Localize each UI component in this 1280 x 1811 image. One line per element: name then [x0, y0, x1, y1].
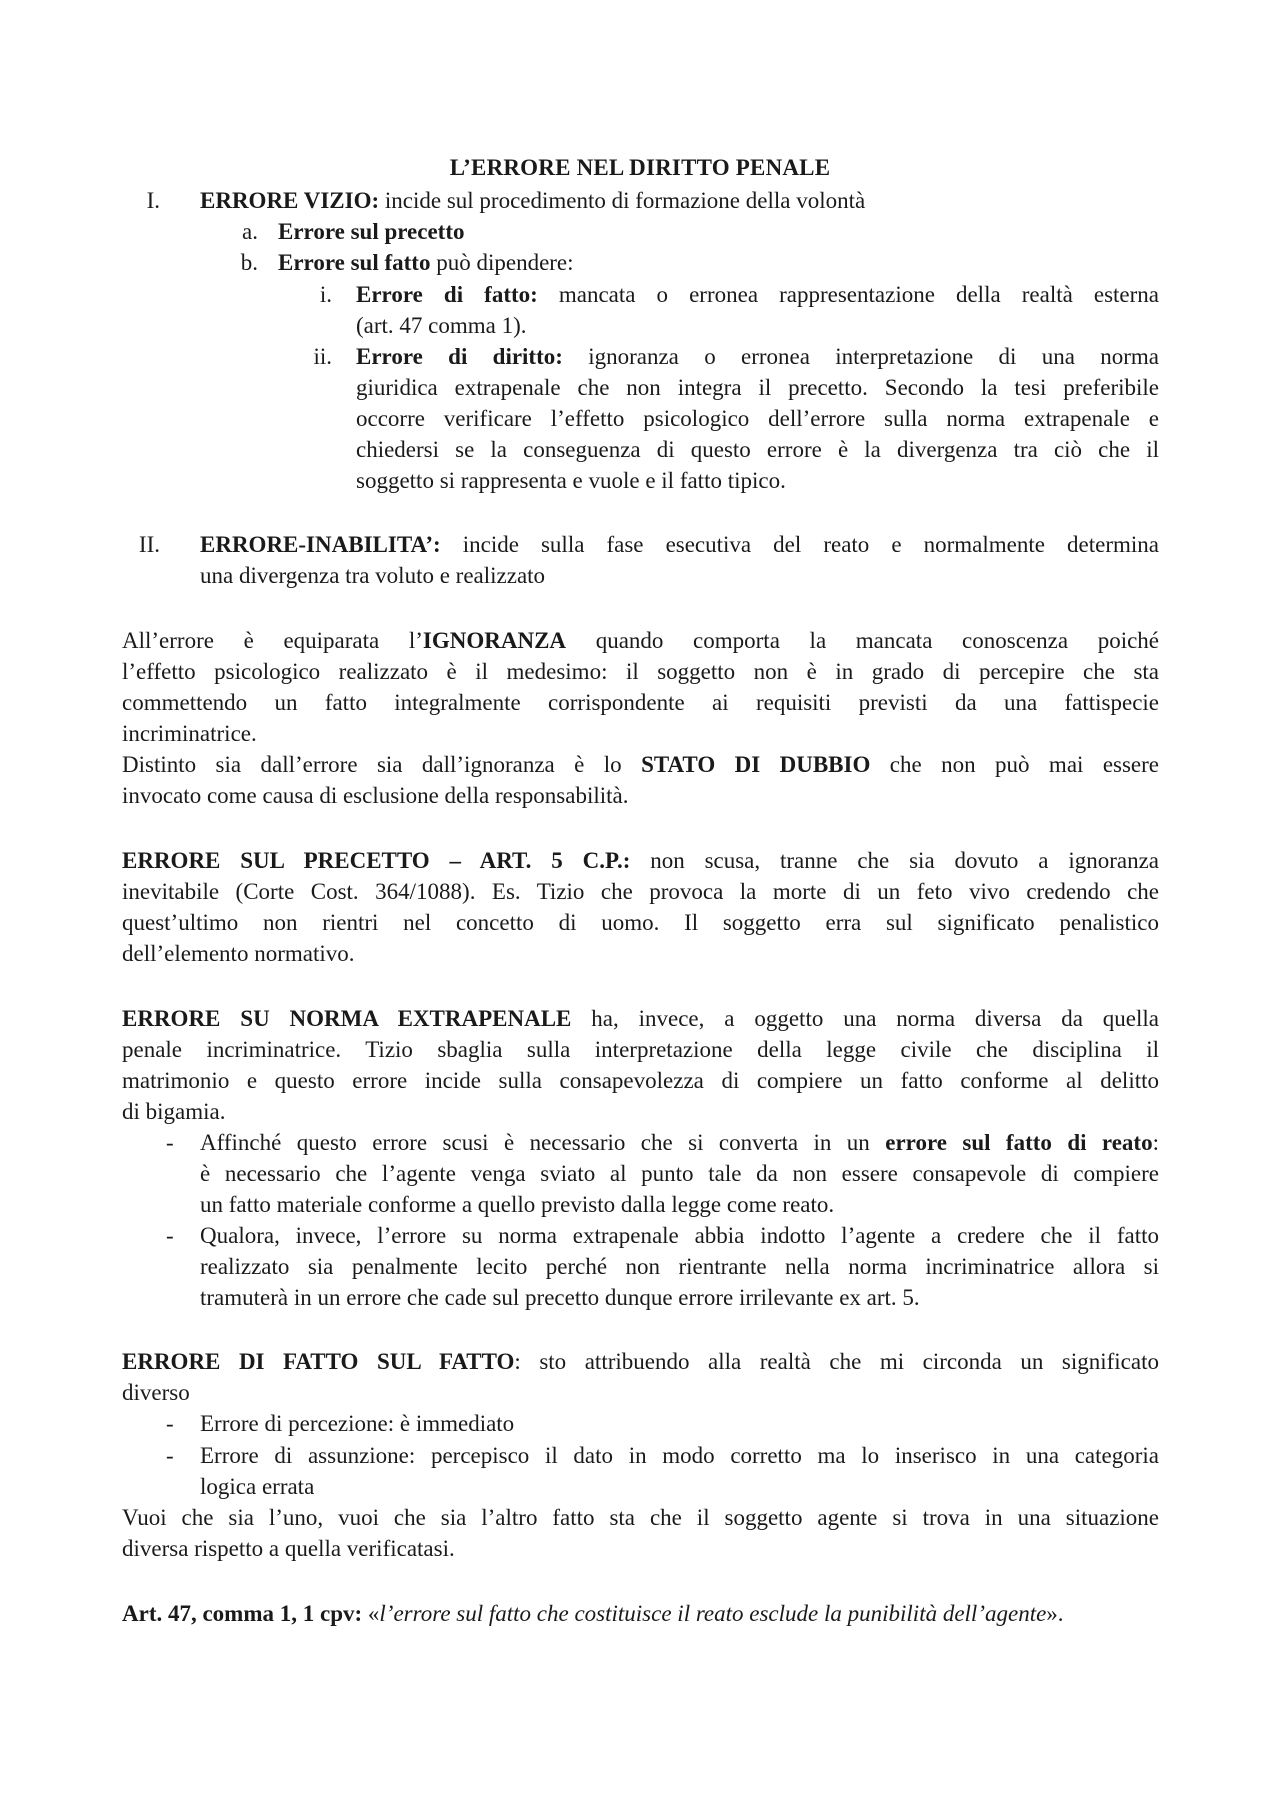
outline-item-2-line1 [200, 529, 1159, 560]
outline-item-2-text: incide sulla fase esecutiva del reato e normalmente determina [440, 532, 1159, 557]
fatto-bullet2-line1: Errore di assunzione: percepisco il dato in modo corretto ma lo inserisco in una categoria [200, 1443, 1159, 1468]
extrapenale-bullet2-line2: realizzato sia penalmente lecito perché non rientrante nella norma incriminatrice allora si [200, 1254, 1159, 1279]
outline-item-ii-text: ignoranza o erronea interpretazione di una norma [562, 344, 1159, 369]
outline-item-2-label: ERRORE-INABILITA’: [200, 532, 441, 557]
outline-item-i-line1 [356, 279, 1159, 310]
outline-item-b-label: Errore sul fatto [278, 250, 431, 275]
precetto-heading: ERRORE SUL PRECETTO – ART. 5 C.P.: [122, 848, 631, 873]
art47-quote-close: ». [1046, 1601, 1064, 1626]
outline-item-ii-line1 [356, 341, 1159, 372]
outline-item-i-line2: (art. 47 comma 1). [356, 313, 527, 338]
extrapenale-line1 [122, 1003, 1159, 1034]
precetto-line1 [122, 845, 1159, 876]
precetto-text: non scusa, tranne che sia dovuto a ignoranza [630, 848, 1159, 873]
art47-quote: l’errore sul fatto che costituisce il reato esclude la punibilità dell’agente [379, 1601, 1047, 1626]
outline-item-1 [200, 185, 865, 216]
fatto-heading: ERRORE DI FATTO SUL FATTO [122, 1349, 515, 1374]
ignoranza-text-c: quando comporta la mancata conoscenza poiché [566, 628, 1159, 653]
outline-marker-1: I. [146, 188, 160, 213]
dubbio-text-c: che non può mai essere [870, 752, 1160, 777]
ignoranza-line4: incriminatrice. [122, 721, 257, 746]
fatto-bullet2-line2: logica errata [200, 1474, 315, 1499]
outline-item-a [278, 216, 465, 247]
fatto-bullet1-dash: - [166, 1411, 174, 1436]
outline-item-1-label: ERRORE VIZIO: [200, 188, 380, 213]
outline-item-2-line2: una divergenza tra voluto e realizzato [200, 563, 546, 588]
outline-item-ii-line5: soggetto si rappresenta e vuole e il fatto tipico. [356, 468, 786, 493]
fatto-line1 [122, 1346, 1159, 1377]
outline-item-ii-line2: giuridica extrapenale che non integra il precetto. Secondo la tesi preferibile [356, 375, 1159, 400]
dubbio-keyword: STATO DI DUBBIO [641, 752, 871, 777]
extrapenale-text: ha, invece, a oggetto una norma diversa da quella [571, 1006, 1160, 1031]
art47-reference: Art. 47, comma 1, 1 cpv: [122, 1601, 363, 1626]
outline-item-1-text: incide sul procedimento di formazione della volontà [379, 188, 866, 213]
extrapenale-bullet1-line1 [200, 1127, 1159, 1158]
fatto-text: : sto attribuendo alla realtà che mi circonda un significato [514, 1349, 1159, 1374]
outline-item-i-label: Errore di fatto: [356, 282, 538, 307]
art47-line [122, 1598, 1064, 1629]
outline-marker-a: a. [242, 219, 258, 244]
outline-marker-i: i. [319, 282, 332, 307]
fatto-bullet1-line1: Errore di percezione: è immediato [200, 1411, 515, 1436]
outline-item-b-text: può dipendere: [430, 250, 574, 275]
outline-item-ii-line3: occorre verificare l’effetto psicologico dell’errore sulla norma extrapenale e [356, 406, 1159, 431]
art47-quote-open: « [362, 1601, 380, 1626]
extrapenale-line3: matrimonio e questo errore incide sulla consapevolezza di compiere un fatto conforme al delitto [122, 1068, 1159, 1093]
ignoranza-line2: l’effetto psicologico realizzato è il medesimo: il soggetto non è in grado di percepire che sta [122, 659, 1159, 684]
precetto-line2: inevitabile (Corte Cost. 364/1088). Es. Tizio che provoca la morte di un feto vivo credendo che [122, 879, 1159, 904]
extrapenale-bullet1-text-a: Affinché questo errore scusi è necessario che si converta in un [200, 1130, 886, 1155]
outline-item-a-label: Errore sul precetto [278, 219, 465, 244]
precetto-line4: dell’elemento normativo. [122, 941, 355, 966]
extrapenale-bullet2-line3: tramuterà in un errore che cade sul precetto dunque errore irrilevante ex art. 5. [200, 1285, 920, 1310]
ignoranza-keyword: IGNORANZA [422, 628, 567, 653]
extrapenale-bullet1-text-c: : [1152, 1130, 1159, 1155]
extrapenale-line2: penale incriminatrice. Tizio sbaglia sulla interpretazione della legge civile che disciplina il [122, 1037, 1159, 1062]
fatto-line2: diverso [122, 1380, 190, 1405]
outline-marker-2: II. [138, 532, 160, 557]
dubbio-line1 [122, 749, 1159, 780]
ignoranza-line3: commettendo un fatto integralmente corrispondente ai requisiti previsti da una fattispecie [122, 690, 1159, 715]
extrapenale-bullet1-keyword: errore sul fatto di reato [885, 1130, 1153, 1155]
outline-marker-b: b. [240, 250, 258, 275]
ignoranza-line1 [122, 625, 1159, 656]
outline-marker-ii: ii. [313, 344, 332, 369]
ignoranza-text-a: All’errore è equiparata l’ [122, 628, 423, 653]
outline-item-i-text: mancata o erronea rappresentazione della realtà esterna [537, 282, 1159, 307]
outline-item-ii-line4: chiedersi se la conseguenza di questo errore è la divergenza tra ciò che il [356, 437, 1159, 462]
dubbio-line2: invocato come causa di esclusione della responsabilità. [122, 783, 629, 808]
dubbio-text-a: Distinto sia dall’errore sia dall’ignoranza è lo [122, 752, 642, 777]
fatto-line3: Vuoi che sia l’uno, vuoi che sia l’altro fatto sta che il soggetto agente si trova in una situazione [122, 1505, 1159, 1530]
precetto-line3: quest’ultimo non rientri nel concetto di uomo. Il soggetto erra sul significato penalistico [122, 910, 1159, 935]
outline-item-b [278, 247, 574, 278]
fatto-bullet2-dash: - [166, 1443, 174, 1468]
extrapenale-bullet1-dash: - [166, 1130, 174, 1155]
page-title: L’ERRORE NEL DIRITTO PENALE [449, 155, 831, 180]
extrapenale-bullet1-line3: un fatto materiale conforme a quello previsto dalla legge come reato. [200, 1192, 835, 1217]
extrapenale-line4: di bigamia. [122, 1099, 226, 1124]
fatto-line4: diversa rispetto a quella verificatasi. [122, 1536, 455, 1561]
extrapenale-heading: ERRORE SU NORMA EXTRAPENALE [122, 1006, 572, 1031]
extrapenale-bullet2-line1: Qualora, invece, l’errore su norma extrapenale abbia indotto l’agente a credere che il fatto [200, 1223, 1159, 1248]
extrapenale-bullet2-dash: - [166, 1223, 174, 1248]
outline-item-ii-label: Errore di diritto: [356, 344, 563, 369]
extrapenale-bullet1-line2: è necessario che l’agente venga sviato al punto tale da non essere consapevole di compiere [200, 1161, 1159, 1186]
